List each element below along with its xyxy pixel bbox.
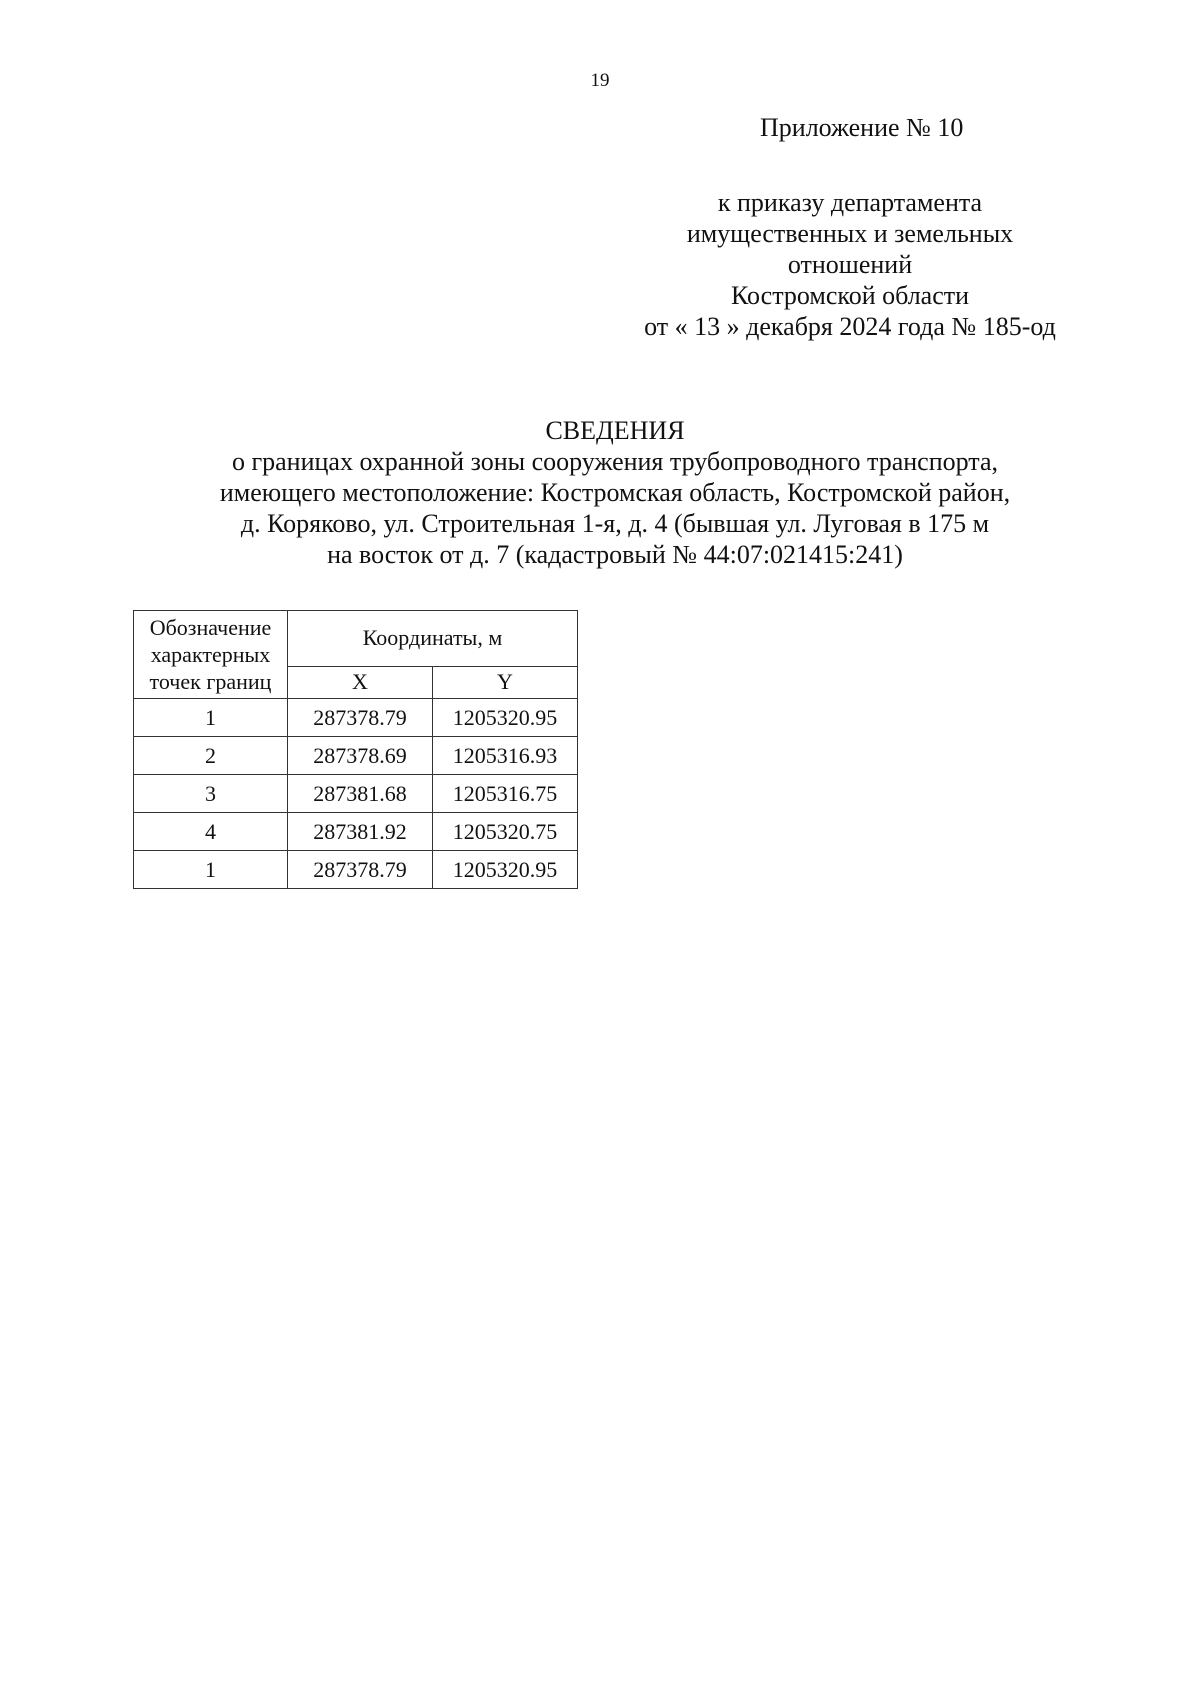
cell-point: 4 <box>134 813 288 851</box>
cell-point: 3 <box>134 775 288 813</box>
heading-line: на восток от д. 7 (кадастровый № 44:07:021415:241) <box>327 540 903 569</box>
order-date-line: от « 13 » декабря 2024 года № 185-од <box>644 312 1056 341</box>
table-row <box>134 813 578 851</box>
table-header-row <box>134 611 578 667</box>
cell-point: 1 <box>134 699 288 737</box>
cell-x: 287381.68 <box>288 775 433 813</box>
order-line: к приказу департамента <box>717 188 983 217</box>
cell-y: 1205320.75 <box>433 813 578 851</box>
cell-x: 287378.79 <box>288 699 433 737</box>
appendix-title: Приложение № 10 <box>760 113 964 142</box>
order-line: Костромской области <box>730 281 970 310</box>
cell-x: 287381.92 <box>288 813 433 851</box>
cell-y: 1205316.93 <box>433 737 578 775</box>
coordinates-table <box>133 610 578 889</box>
header-coordinates: Координаты, м <box>288 611 578 667</box>
cell-x: 287378.79 <box>288 851 433 889</box>
header-x: X <box>288 666 433 698</box>
heading-line: д. Коряково, ул. Строительная 1-я, д. 4 (бывшая ул. Луговая в 175 м <box>240 509 990 538</box>
cell-y: 1205320.95 <box>433 699 578 737</box>
heading-line: о границах охранной зоны сооружения трубопроводного транспорта, <box>231 447 999 476</box>
order-line: отношений <box>787 250 913 279</box>
table-row <box>134 851 578 889</box>
header-point-line: характерных <box>150 642 271 667</box>
table-row <box>134 699 578 737</box>
header-point-cell <box>134 611 288 699</box>
header-y: Y <box>433 666 578 698</box>
cell-x: 287378.69 <box>288 737 433 775</box>
table-row <box>134 737 578 775</box>
page-number: 19 <box>590 70 610 91</box>
cell-point: 1 <box>134 851 288 889</box>
heading-line: имеющего местоположение: Костромская область, Костромской район, <box>219 478 1011 507</box>
header-point-line: Обозначение <box>149 615 272 640</box>
header-point-line: точек границ <box>149 669 272 694</box>
heading-title: СВЕДЕНИЯ <box>545 416 685 445</box>
order-line: имущественных и земельных <box>686 219 1014 248</box>
cell-y: 1205316.75 <box>433 775 578 813</box>
order-reference <box>600 187 1100 342</box>
document-heading <box>0 415 1200 570</box>
cell-point: 2 <box>134 737 288 775</box>
cell-y: 1205320.95 <box>433 851 578 889</box>
table-row <box>134 775 578 813</box>
